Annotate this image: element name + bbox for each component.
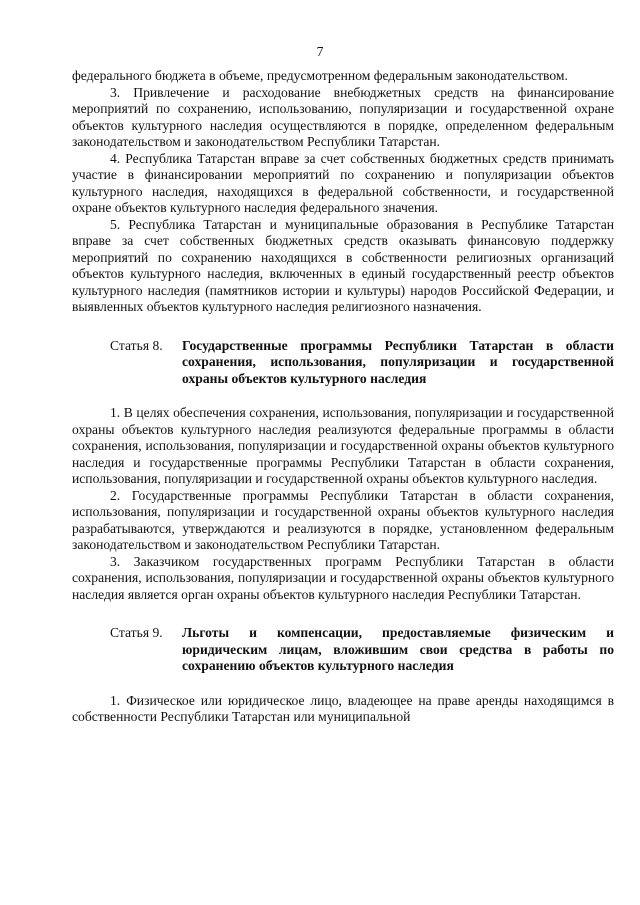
paragraph-7-5: 5. Республика Татарстан и муниципальные образования в Республике Татарстан вправе за счет собственных бюджетных средств оказывать финансовую поддержку мероприятий по сохранению находящихся в собственности религиозных организаций объектов культурного наследия, включенных в единый государственный реестр объектов культурного наследия (памятников истории и культуры) народов Российской Федерации, и выявленных объектов культурного наследия религиозного назначения. [72, 216, 614, 314]
article-9-label: Статья 9. [110, 625, 163, 640]
article-8-title: Государственные программы Республики Татарстан в области сохранения, использования, популяризации и государственной охраны объектов культурного наследия [182, 337, 614, 386]
article-9-title: Льготы и компенсации, предоставляемые физическим и юридическим лицам, вложившим свои средства в работы по сохранению объектов культурного наследия [182, 625, 614, 673]
paragraph-9-1: 1. Физическое или юридическое лицо, владеющее на праве аренды находящимся в собственности Республики Татарстан или муниципальной [72, 692, 614, 724]
paragraph-8-2: 2. Государственные программы Республики Татарстан в области сохранения, использования, популяризации и государственной охраны объектов культурного наследия разрабатываются, утверждаются и реализуются в порядке, установленном федеральным законодательством и законодательством Республики Татарстан. [72, 487, 614, 552]
article-8-label: Статья 8. [110, 337, 163, 353]
paragraph-7-3: 3. Привлечение и расходование внебюджетных средств на финансирование мероприятий по сохранению, использованию, популяризации и государственной охране объектов культурного наследия осуществляются в порядке, определенном федеральным законодательством и законодательством Республики Татарстан. [72, 84, 614, 149]
paragraph-8-1: 1. В целях обеспечения сохранения, использования, популяризации и государственной охраны объектов культурного наследия реализуются федеральные программы в области сохранения, использования, популяризации и государственной охраны объектов культурного наследия и государственные программы Республики Татарстан в области сохранения, использования, популяризации и государственной охраны объектов культурного наследия. [72, 405, 614, 486]
page-number: 7 [316, 44, 324, 59]
article-9-heading [72, 625, 614, 675]
paragraph-7-4: 4. Республика Татарстан вправе за счет собственных бюджетных средств принимать участие в финансировании мероприятий по сохранению и популяризации объектов культурного наследия, находящихся в федеральной собственности, и государственной охране объектов культурного наследия федерального значения. [72, 150, 614, 215]
paragraph-continuation: федерального бюджета в объеме, предусмотренном федеральным законодательством. [72, 68, 568, 83]
paragraph-8-3: 3. Заказчиком государственных программ Республики Татарстан в области сохранения, использования, популяризации и государственной охраны объектов культурного наследия является орган охраны объектов культурного наследия Республики Татарстан. [72, 553, 614, 602]
document-body [72, 68, 614, 726]
article-8-heading [72, 338, 614, 388]
